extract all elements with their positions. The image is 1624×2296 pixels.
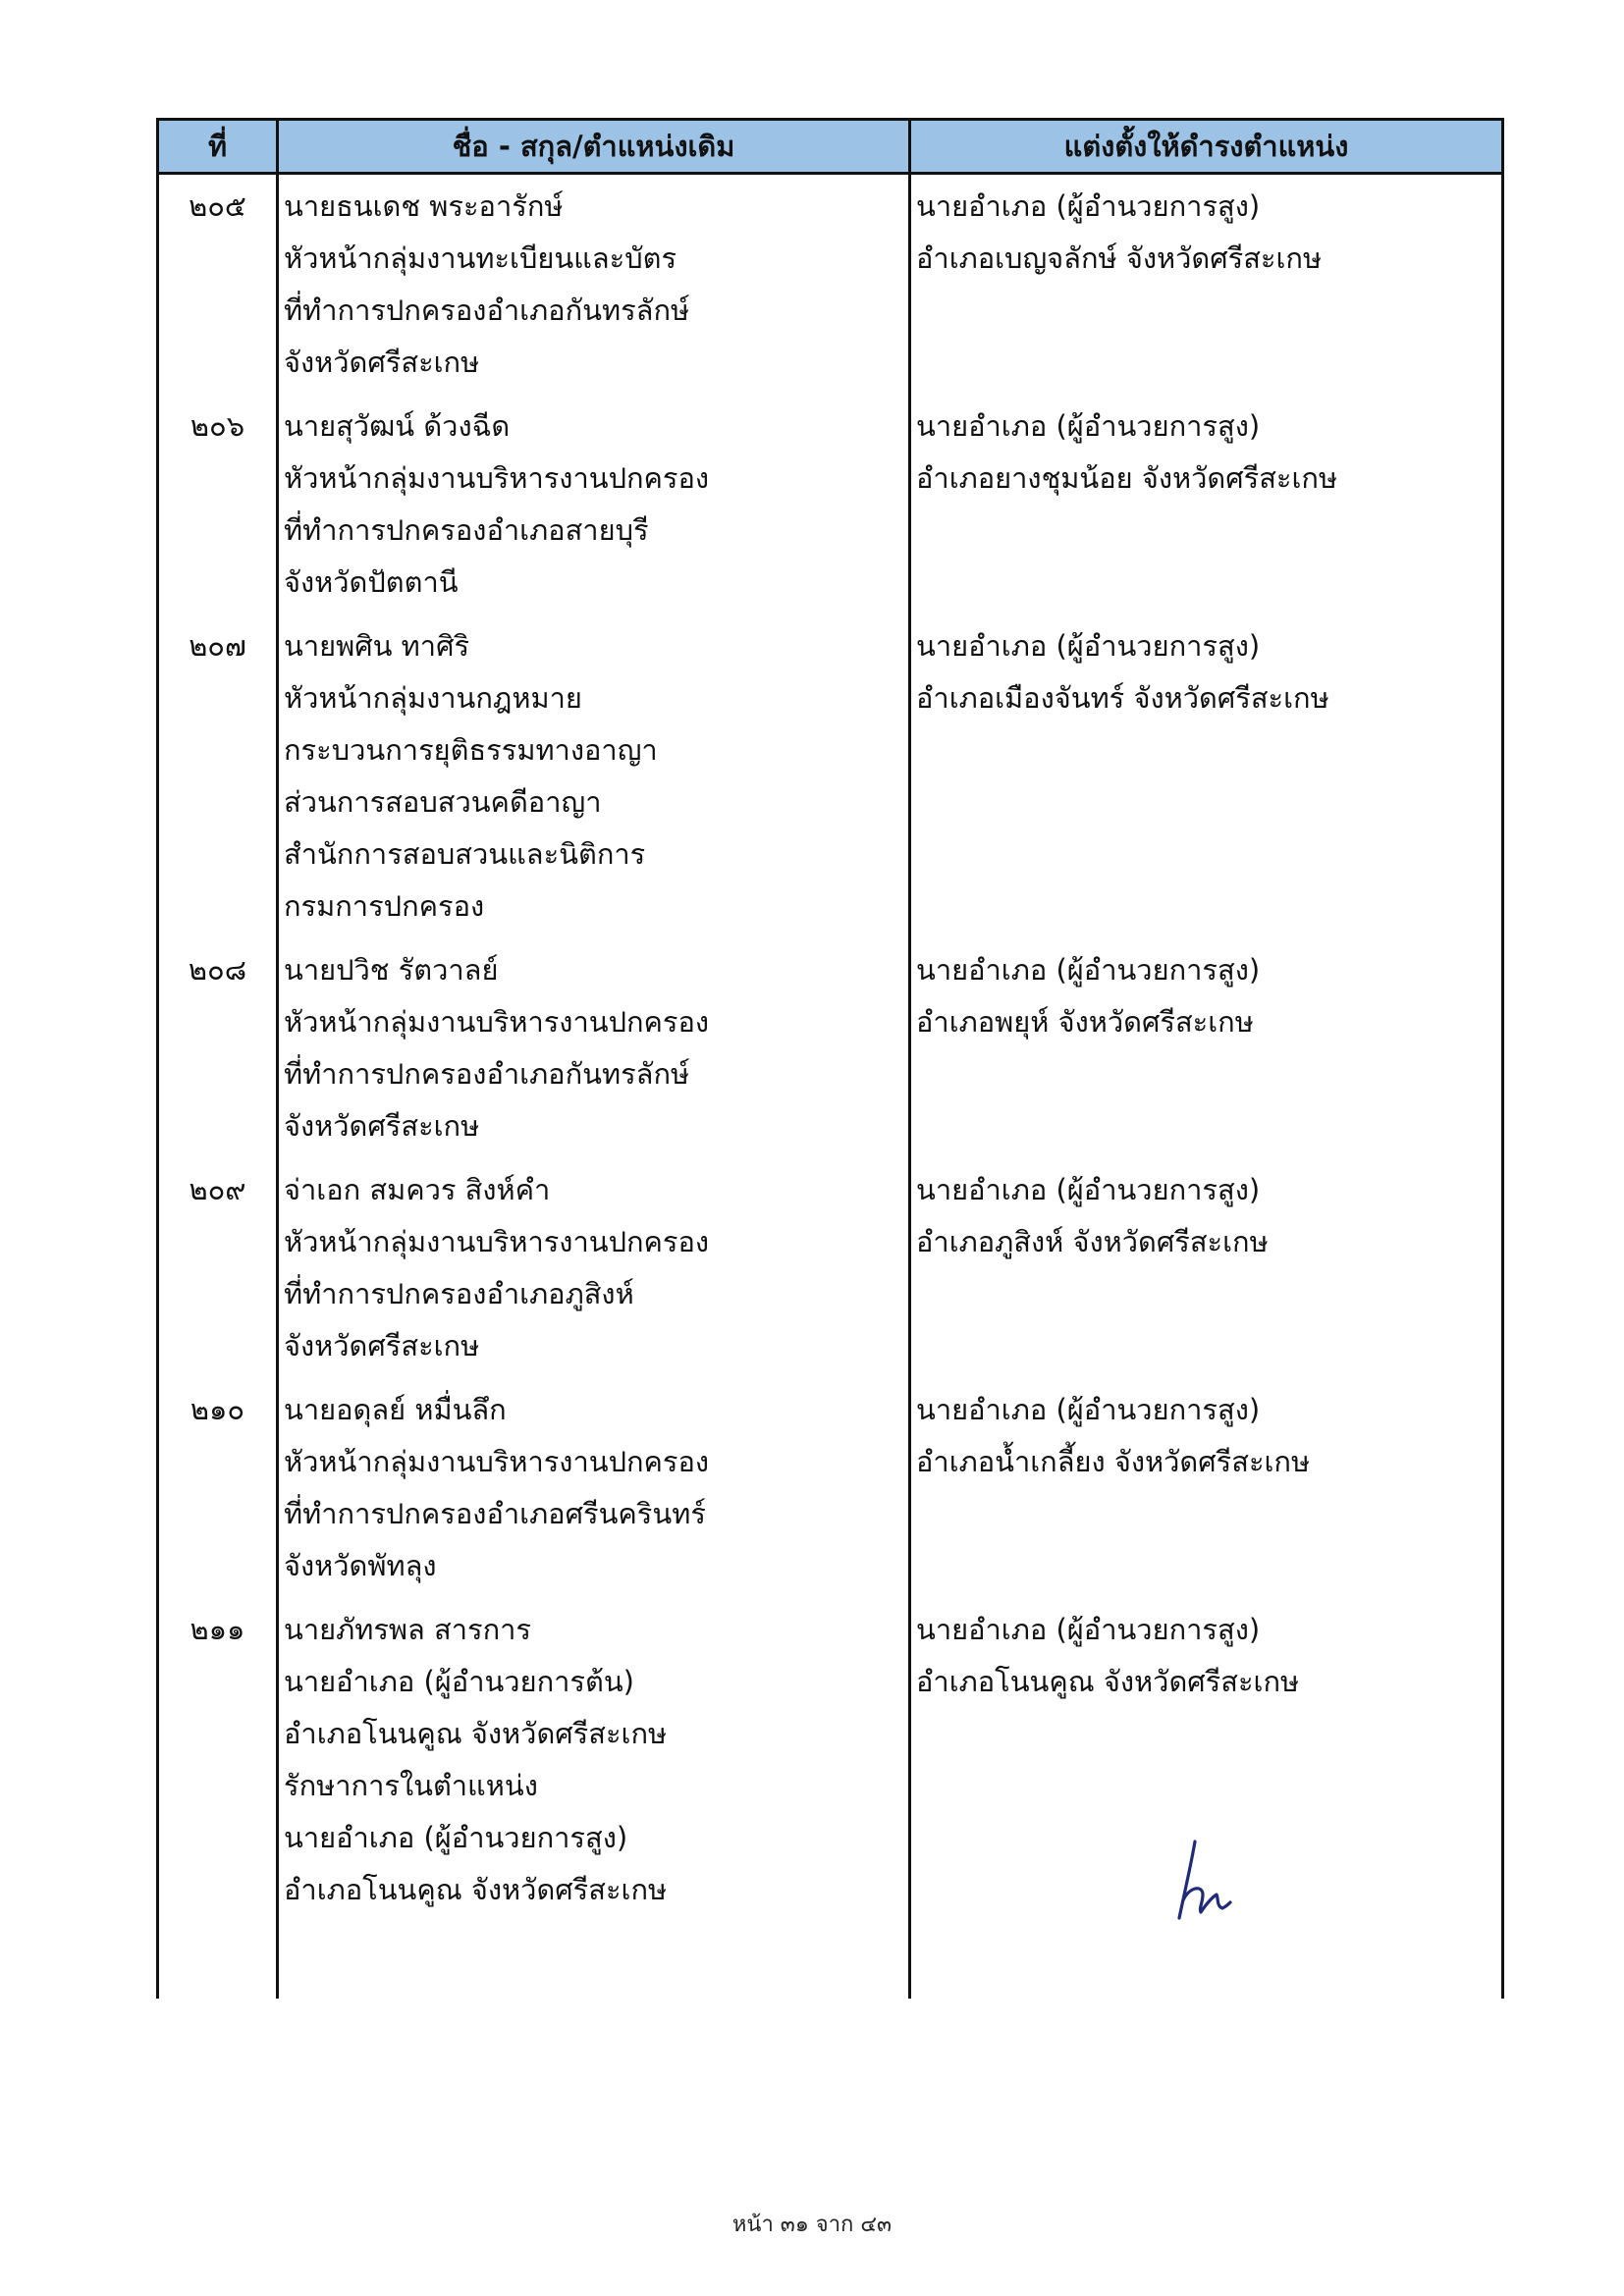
- table-row: [158, 614, 1503, 938]
- old-position-line: จังหวัดปัตตานี: [284, 565, 459, 599]
- old-position-line: อำเภอโนนคูณ จังหวัดศรีสะเกษ: [284, 1717, 668, 1750]
- signature-mark: [1173, 1836, 1232, 1924]
- old-position-line: กระบวนการยุติธรรมทางอาญา: [284, 733, 658, 767]
- person-name: นายปวิช รัตวาลย์: [284, 953, 499, 987]
- header-row: [158, 120, 1503, 174]
- old-position-line: ที่ทำการปกครองอำเภอภูสิงห์: [284, 1277, 634, 1310]
- new-position-line: อำเภอเบญจลักษ์ จังหวัดศรีสะเกษ: [916, 241, 1323, 275]
- table-row: [158, 174, 1503, 396]
- name-old-position-cell: [278, 1378, 910, 1598]
- new-position-line: นายอำเภอ (ผู้อำนวยการสูง): [916, 953, 1261, 987]
- new-position-line: อำเภอยางชุมน้อย จังหวัดศรีสะเกษ: [916, 461, 1338, 495]
- table-header: [158, 120, 1503, 174]
- old-position-line: จังหวัดศรีสะเกษ: [284, 346, 480, 379]
- row-number-cell: [158, 614, 278, 938]
- old-position-line: ที่ทำการปกครองอำเภอกันทรลักษ์: [284, 1057, 690, 1091]
- new-position-cell: [910, 614, 1503, 938]
- new-position-line: นายอำเภอ (ผู้อำนวยการสูง): [916, 1393, 1261, 1426]
- old-position-line: หัวหน้ากลุ่มงานบริหารงานปกครอง: [284, 461, 710, 495]
- name-old-position-cell: [278, 938, 910, 1158]
- header-new-position: แต่งตั้งให้ดำรงตำแหน่ง: [910, 120, 1503, 174]
- table-row: [158, 1598, 1503, 1922]
- old-position-line: ที่ทำการปกครองอำเภอศรีนครินทร์: [284, 1497, 706, 1530]
- person-name: จ่าเอก สมควร สิงห์คำ: [284, 1173, 551, 1206]
- name-old-position-cell: [278, 1598, 910, 1922]
- new-position-line: อำเภอพยุห์ จังหวัดศรีสะเกษ: [916, 1005, 1254, 1039]
- row-number: ๒๐๖: [189, 409, 245, 443]
- old-position-line: อำเภอโนนคูณ จังหวัดศรีสะเกษ: [284, 1873, 668, 1906]
- old-position-line: ที่ทำการปกครองอำเภอกันทรลักษ์: [284, 294, 690, 327]
- name-old-position-cell: [278, 614, 910, 938]
- old-position-line: นายอำเภอ (ผู้อำนวยการต้น): [284, 1665, 634, 1698]
- old-position-line: สำนักการสอบสวนและนิติการ: [284, 837, 646, 871]
- old-position-line: หัวหน้ากลุ่มงานกฎหมาย: [284, 681, 582, 715]
- old-position-line: รักษาการในตำแหน่ง: [284, 1769, 538, 1802]
- person-name: นายภัทรพล สารการ: [284, 1613, 531, 1646]
- row-number: ๒๐๙: [189, 1173, 246, 1206]
- row-number-cell: [158, 938, 278, 1158]
- row-number: ๒๑๐: [189, 1393, 245, 1426]
- new-position-line: อำเภอเมืองจันทร์ จังหวัดศรีสะเกษ: [916, 681, 1329, 715]
- row-number: ๒๐๘: [188, 953, 247, 987]
- empty-cell: [278, 1922, 910, 1999]
- old-position-line: กรมการปกครอง: [284, 889, 485, 923]
- new-position-line: อำเภอภูสิงห์ จังหวัดศรีสะเกษ: [916, 1225, 1269, 1258]
- new-position-line: นายอำเภอ (ผู้อำนวยการสูง): [916, 629, 1261, 663]
- row-number-cell: [158, 1598, 278, 1922]
- person-name: นายพศิน ทาศิริ: [284, 629, 470, 663]
- new-position-cell: [910, 174, 1503, 396]
- new-position-line: นายอำเภอ (ผู้อำนวยการสูง): [916, 1613, 1261, 1646]
- person-name: นายอดุลย์ หมื่นลึก: [284, 1393, 507, 1426]
- old-position-line: ส่วนการสอบสวนคดีอาญา: [284, 785, 602, 819]
- name-old-position-cell: [278, 1158, 910, 1378]
- new-position-line: นายอำเภอ (ผู้อำนวยการสูง): [916, 189, 1261, 223]
- page-footer: หน้า ๓๑ จาก ๔๓: [731, 2213, 893, 2237]
- empty-cell: [910, 1922, 1503, 1999]
- person-name: นายสุวัฒน์ ด้วงฉีด: [284, 409, 511, 443]
- old-position-line: หัวหน้ากลุ่มงานบริหารงานปกครอง: [284, 1445, 710, 1478]
- table-row: [158, 1158, 1503, 1378]
- table-row: [158, 938, 1503, 1158]
- new-position-cell: [910, 1378, 1503, 1598]
- empty-cell: [158, 1922, 278, 1999]
- row-number-cell: [158, 395, 278, 614]
- new-position-line: นายอำเภอ (ผู้อำนวยการสูง): [916, 409, 1261, 443]
- header-number: ที่: [158, 120, 278, 174]
- name-old-position-cell: [278, 395, 910, 614]
- new-position-line: อำเภอโนนคูณ จังหวัดศรีสะเกษ: [916, 1665, 1300, 1698]
- old-position-line: หัวหน้ากลุ่มงานทะเบียนและบัตร: [284, 241, 677, 275]
- old-position-line: จังหวัดพัทลุง: [284, 1549, 437, 1582]
- new-position-cell: [910, 395, 1503, 614]
- table-tail-spacer: [158, 1922, 1503, 1999]
- table-row: [158, 395, 1503, 614]
- row-number-cell: [158, 1378, 278, 1598]
- table-row: [158, 1378, 1503, 1598]
- old-position-line: จังหวัดศรีสะเกษ: [284, 1109, 480, 1143]
- row-number: ๒๐๕: [189, 189, 246, 223]
- old-position-line: นายอำเภอ (ผู้อำนวยการสูง): [284, 1821, 628, 1854]
- row-number: ๒๑๑: [189, 1613, 245, 1646]
- header-name-old-position: ชื่อ - สกุล/ตำแหน่งเดิม: [278, 120, 910, 174]
- row-number-cell: [158, 174, 278, 396]
- old-position-line: ที่ทำการปกครองอำเภอสายบุรี: [284, 513, 649, 547]
- new-position-line: อำเภอน้ำเกลี้ยง จังหวัดศรีสะเกษ: [916, 1445, 1311, 1478]
- new-position-line: นายอำเภอ (ผู้อำนวยการสูง): [916, 1173, 1261, 1206]
- new-position-cell: [910, 938, 1503, 1158]
- person-name: นายธนเดช พระอารักษ์: [284, 189, 564, 223]
- name-old-position-cell: [278, 174, 910, 396]
- old-position-line: จังหวัดศรีสะเกษ: [284, 1329, 480, 1362]
- appointment-table: [156, 118, 1504, 1999]
- row-number-cell: [158, 1158, 278, 1378]
- table-body: [158, 174, 1503, 2000]
- row-number: ๒๐๗: [189, 629, 246, 663]
- old-position-line: หัวหน้ากลุ่มงานบริหารงานปกครอง: [284, 1005, 710, 1039]
- new-position-cell: [910, 1158, 1503, 1378]
- old-position-line: หัวหน้ากลุ่มงานบริหารงานปกครอง: [284, 1225, 710, 1258]
